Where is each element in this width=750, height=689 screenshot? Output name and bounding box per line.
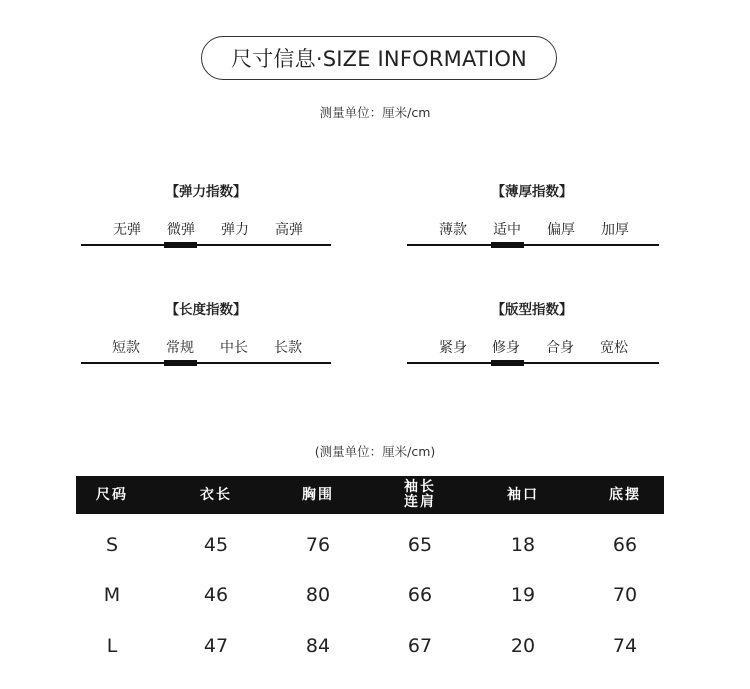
table-header-cell: 胸围 [302,486,334,503]
index-option: 合身 [546,340,574,356]
index-scale-line [407,244,659,246]
index-scale-line [407,362,659,364]
index-option: 中长 [220,340,248,356]
table-header-cell [385,476,455,514]
table-row [76,525,664,565]
index-options [81,337,331,357]
index-title: 【薄厚指数】 [491,184,573,200]
table-unit-note: (测量单位：厘米/cm) [314,444,436,459]
index-option: 修身 [492,340,520,356]
table-cell: 66 [612,534,638,556]
index-option: 常规 [166,340,194,356]
index-option: 宽松 [600,340,628,356]
table-cell: 74 [612,635,638,657]
section-title: 尺寸信息·SIZE INFORMATION [231,47,527,71]
index-options [407,337,657,357]
table-cell: 65 [407,534,433,556]
table-header-cell: 尺码 [96,486,128,503]
index-title: 【长度指数】 [165,302,247,318]
index-title: 【弹力指数】 [165,184,247,200]
index-scale-line [81,244,331,246]
header-line: 袖长 [404,479,436,495]
table-cell: 46 [203,584,229,606]
table-header-cell: 袖口 [507,486,539,503]
index-title: 【版型指数】 [491,302,573,318]
index-options [407,219,657,239]
index-option: 微弹 [167,222,195,238]
index-option: 短款 [112,340,140,356]
table-cell: S [105,534,119,556]
size-table-header [76,476,664,514]
index-scale-line [81,362,331,364]
table-cell: L [106,635,118,657]
index-option: 加厚 [601,222,629,238]
index-option: 紧身 [439,340,467,356]
section-title-pill [201,36,557,80]
table-cell: M [103,584,121,606]
table-cell: 20 [510,635,536,657]
table-cell: 45 [203,534,229,556]
table-cell: 66 [407,584,433,606]
header-line: 连肩 [404,494,436,510]
table-cell: 47 [203,635,229,657]
table-cell: 80 [305,584,331,606]
index-selected-marker [491,360,524,366]
index-selected-marker [164,242,197,248]
unit-note: 测量单位：厘米/cm [319,105,431,120]
table-cell: 67 [407,635,433,657]
table-cell: 19 [510,584,536,606]
table-cell: 70 [612,584,638,606]
index-option: 长款 [274,340,302,356]
table-cell: 84 [305,635,331,657]
index-option: 弹力 [221,222,249,238]
table-cell: 76 [305,534,331,556]
index-selected-marker [491,242,524,248]
index-option: 偏厚 [547,222,575,238]
table-row [76,575,664,615]
index-option: 适中 [493,222,521,238]
table-header-cell: 衣长 [200,486,232,503]
table-cell: 18 [510,534,536,556]
index-option: 高弹 [275,222,303,238]
index-selected-marker [164,360,197,366]
index-option: 无弹 [113,222,141,238]
index-options [81,219,331,239]
index-option: 薄款 [439,222,467,238]
table-header-cell: 底摆 [609,486,641,503]
table-row [76,626,664,666]
